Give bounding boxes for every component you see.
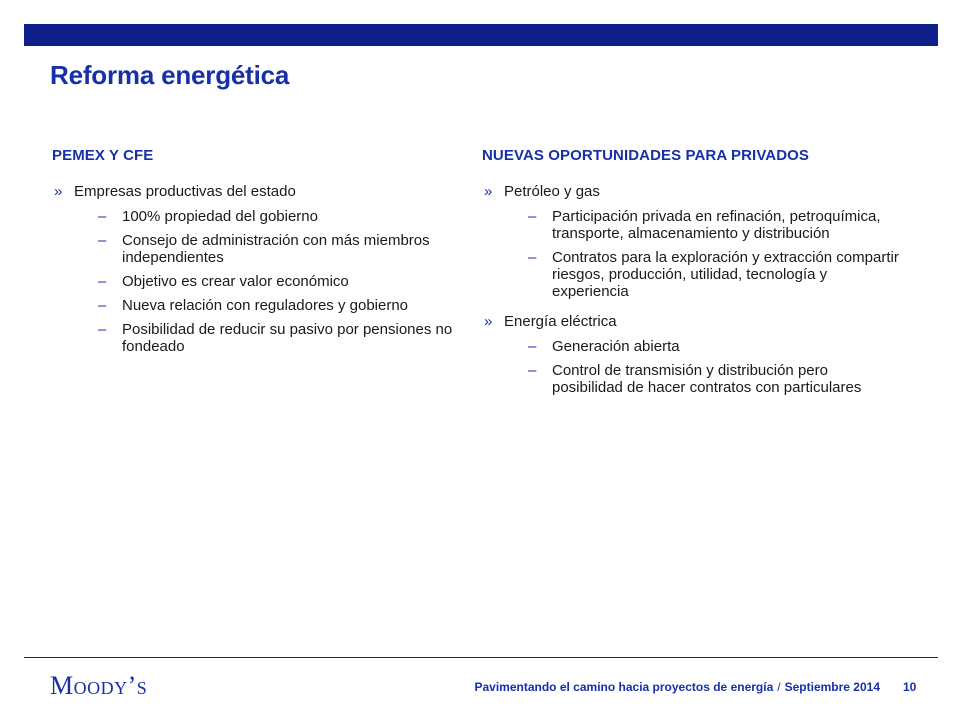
sub-bullet-item xyxy=(504,362,902,396)
presentation-title: Pavimentando el camino hacia proyectos de energía xyxy=(474,680,774,694)
sub-bullet-text: Consejo de administración con más miembros independientes xyxy=(122,232,430,266)
sub-bullet-list xyxy=(504,338,902,396)
bullet-text: Energía eléctrica xyxy=(504,313,617,330)
presentation-date: Septiembre 2014 xyxy=(784,680,880,694)
sub-bullet-text: Contratos para la exploración y extracción compartir riesgos, producción, utilidad, tecnología y experiencia xyxy=(552,249,899,300)
sub-bullet-text: 100% propiedad del gobierno xyxy=(122,208,318,225)
header-bar xyxy=(24,24,938,46)
sub-bullet-text: Control de transmisión y distribución pero posibilidad de hacer contratos con particulares xyxy=(552,362,862,396)
sub-bullet-item xyxy=(74,273,462,290)
sub-bullet-item xyxy=(74,321,462,355)
dash-marker: – xyxy=(98,208,107,225)
right-column xyxy=(482,147,902,403)
moodys-logo: Moody’s xyxy=(50,671,148,700)
sub-bullet-text: Objetivo es crear valor económico xyxy=(122,273,349,290)
dash-marker: – xyxy=(98,321,107,338)
sub-bullet-text: Nueva relación con reguladores y gobierno xyxy=(122,297,409,314)
left-column-heading: PEMEX Y CFE xyxy=(52,147,154,164)
bullet-item xyxy=(482,182,902,300)
footer-separator: / xyxy=(777,680,781,694)
bullet-marker: » xyxy=(484,313,493,330)
page-number: 10 xyxy=(903,680,917,694)
sub-bullet-text: Generación abierta xyxy=(552,338,680,355)
slide-title: Reforma energética xyxy=(50,60,290,90)
dash-marker: – xyxy=(528,249,537,266)
dash-marker: – xyxy=(528,338,537,355)
right-column-heading: NUEVAS OPORTUNIDADES PARA PRIVADOS xyxy=(482,147,810,164)
sub-bullet-item xyxy=(74,232,462,266)
sub-bullet-item xyxy=(74,208,462,225)
bullet-text: Petróleo y gas xyxy=(504,183,600,200)
dash-marker: – xyxy=(98,232,107,249)
dash-marker: – xyxy=(98,297,107,314)
sub-bullet-list xyxy=(504,208,902,300)
bullet-item xyxy=(52,182,462,355)
bullet-marker: » xyxy=(54,183,63,200)
sub-bullet-text: Posibilidad de reducir su pasivo por pensiones no fondeado xyxy=(122,321,453,355)
sub-bullet-item xyxy=(74,297,462,314)
footer-divider xyxy=(24,657,938,658)
dash-marker: – xyxy=(98,273,107,290)
sub-bullet-list xyxy=(74,208,462,355)
left-bullet-list xyxy=(52,182,462,355)
bullet-item xyxy=(482,312,902,396)
footer-caption xyxy=(474,680,880,694)
sub-bullet-item xyxy=(504,249,902,300)
sub-bullet-text: Participación privada en refinación, petroquímica, transporte, almacenamiento y distribución xyxy=(552,208,881,242)
sub-bullet-item xyxy=(504,208,902,242)
bullet-marker: » xyxy=(484,183,493,200)
right-bullet-list xyxy=(482,182,902,396)
dash-marker: – xyxy=(528,208,537,225)
left-column xyxy=(52,147,462,362)
sub-bullet-item xyxy=(504,338,902,355)
dash-marker: – xyxy=(528,362,537,379)
bullet-text: Empresas productivas del estado xyxy=(74,183,296,200)
